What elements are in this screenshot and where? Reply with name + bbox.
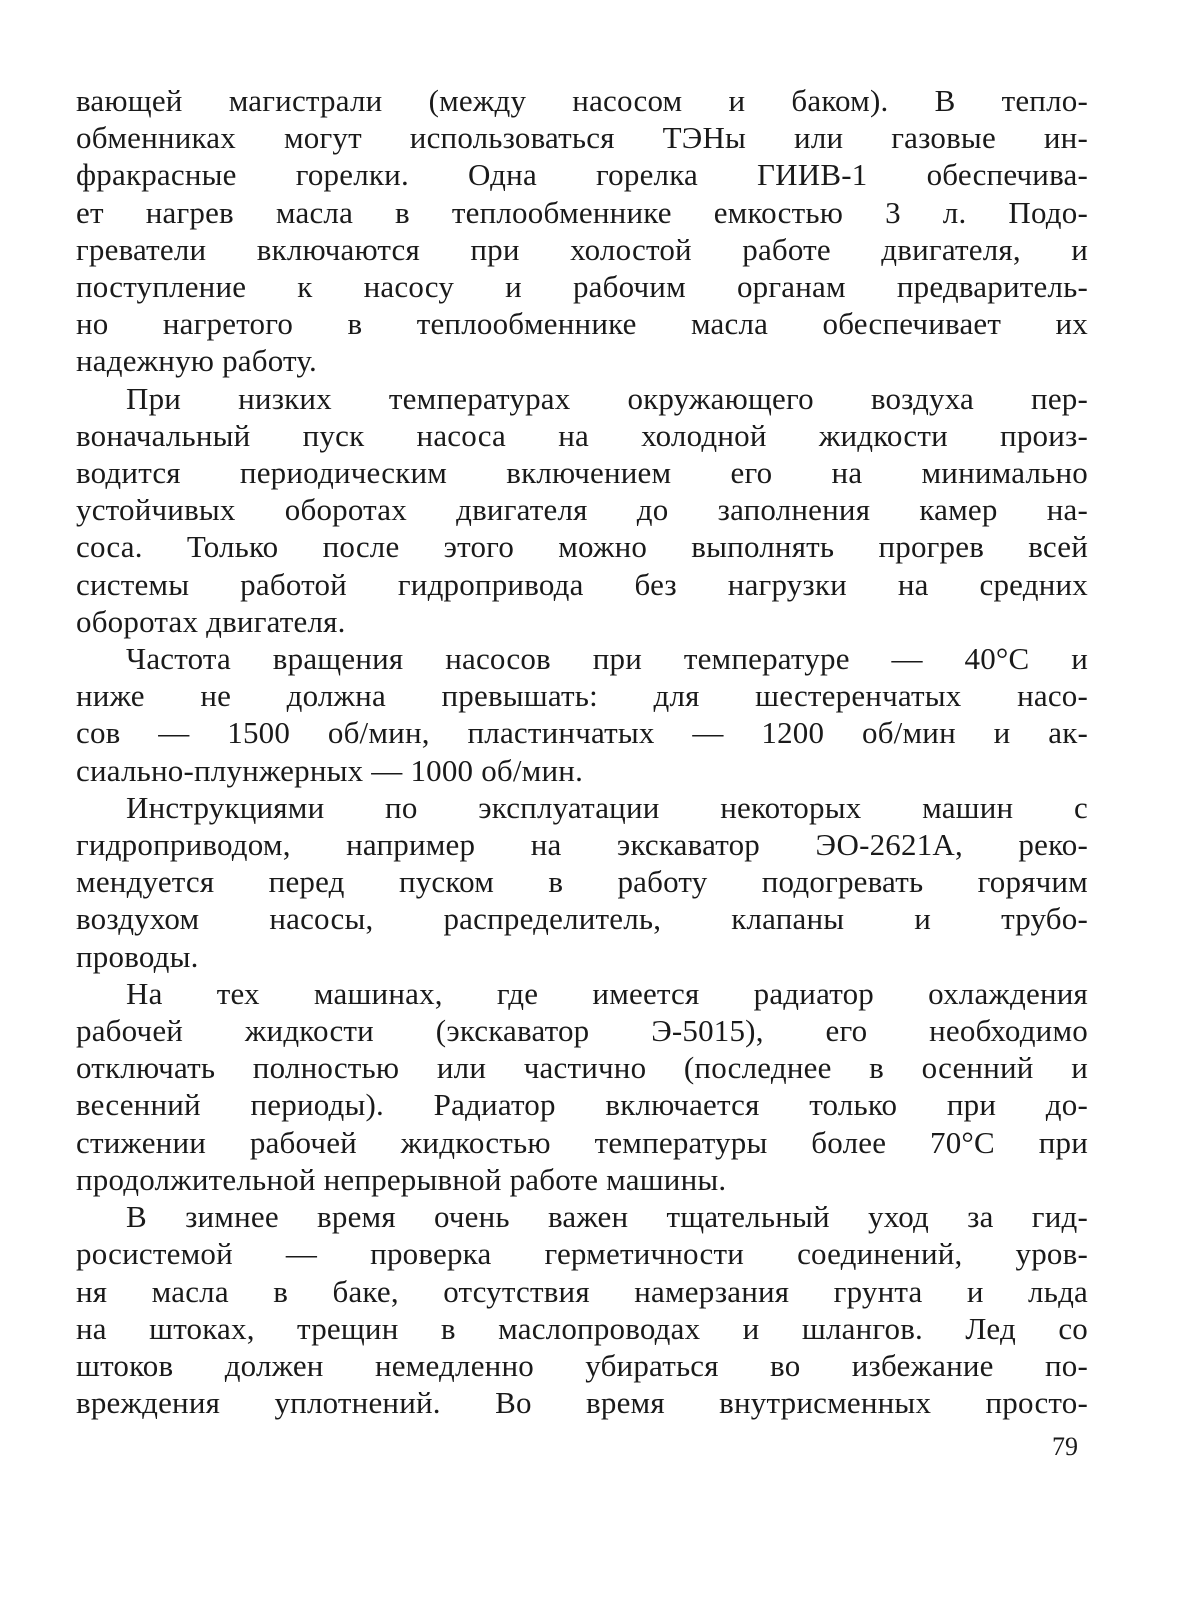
- text-line: вающей магистрали (между насосом и баком). В тепло-: [76, 83, 1088, 118]
- text-line: При низких температурах окружающего воздуха пер-: [126, 380, 1088, 416]
- text-line: Инструкциями по эксплуатации некоторых машин с: [126, 789, 1088, 825]
- text-line: штоков должен немедленно убираться во избежание по-: [76, 1347, 1088, 1383]
- text-line: проводы.: [76, 938, 199, 974]
- text-line: росистемой — проверка герметичности соединений, уров-: [76, 1236, 1088, 1272]
- text-line: системы работой гидропривода без нагрузки на средних: [76, 566, 1088, 602]
- text-line: но нагретого в теплообменнике масла обеспечивает их: [76, 306, 1088, 342]
- text-line: устойчивых оборотах двигателя до заполнения камер на-: [76, 492, 1088, 528]
- text-line: водится периодическим включением его на минимально: [76, 455, 1088, 491]
- paragraph: [76, 380, 1088, 640]
- text-line: рабочей жидкости (экскаватор Э-5015), его необходимо: [76, 1013, 1088, 1049]
- text-line: сов — 1500 об/мин, пластинчатых — 1200 об/мин и ак-: [76, 715, 1088, 751]
- text-line: В зимнее время очень важен тщательный уход за гид-: [126, 1199, 1088, 1235]
- text-line: воначальный пуск насоса на холодной жидкости произ-: [76, 417, 1088, 453]
- paragraph: [76, 82, 1088, 380]
- text-line: на штоках, трещин в маслопроводах и шлангов. Лед со: [76, 1310, 1088, 1346]
- text-line: надежную работу.: [76, 343, 317, 379]
- text-line: ет нагрев масла в теплообменнике емкостью 3 л. Подо-: [76, 194, 1088, 230]
- paragraph: [76, 975, 1088, 1198]
- paragraph: [76, 640, 1088, 789]
- text-line: Частота вращения насосов при температуре — 40°С и: [126, 641, 1088, 677]
- text-line: весенний периоды). Радиатор включается только при до-: [76, 1087, 1088, 1123]
- text-line: На тех машинах, где имеется радиатор охлаждения: [126, 975, 1088, 1011]
- text-line: гидроприводом, например на экскаватор ЭО-2621А, реко-: [76, 827, 1088, 863]
- text-line: продолжительной непрерывной работе машины.: [76, 1161, 727, 1197]
- paragraph: [76, 1198, 1088, 1421]
- text-line: мендуется перед пуском в работу подогревать горячим: [76, 864, 1088, 900]
- text-line: стижении рабочей жидкостью температуры более 70°С при: [76, 1124, 1088, 1160]
- text-line: ниже не должна превышать: для шестеренчатых насо-: [76, 678, 1088, 714]
- paragraph: [76, 789, 1088, 975]
- text-line: оборотах двигателя.: [76, 603, 346, 639]
- document-body: [76, 82, 1088, 1421]
- text-line: сиально-плунжерных — 1000 об/мин.: [76, 752, 584, 788]
- text-line: воздухом насосы, распределитель, клапаны и трубо-: [76, 901, 1088, 937]
- text-line: обменниках могут использоваться ТЭНы или газовые ин-: [76, 120, 1088, 156]
- text-line: фракрасные горелки. Одна горелка ГИИВ-1 обеспечива-: [76, 157, 1088, 193]
- text-line: отключать полностью или частично (последнее в осенний и: [76, 1050, 1088, 1086]
- text-line: поступление к насосу и рабочим органам предваритель-: [76, 269, 1088, 305]
- text-line: ня масла в баке, отсутствия намерзания грунта и льда: [76, 1273, 1088, 1309]
- text-line: соса. Только после этого можно выполнять прогрев всей: [76, 529, 1088, 565]
- text-line: греватели включаются при холостой работе двигателя, и: [76, 231, 1088, 267]
- page-number: 79: [1052, 1432, 1078, 1461]
- text-line: вреждения уплотнений. Во время внутрисменных просто-: [76, 1385, 1088, 1421]
